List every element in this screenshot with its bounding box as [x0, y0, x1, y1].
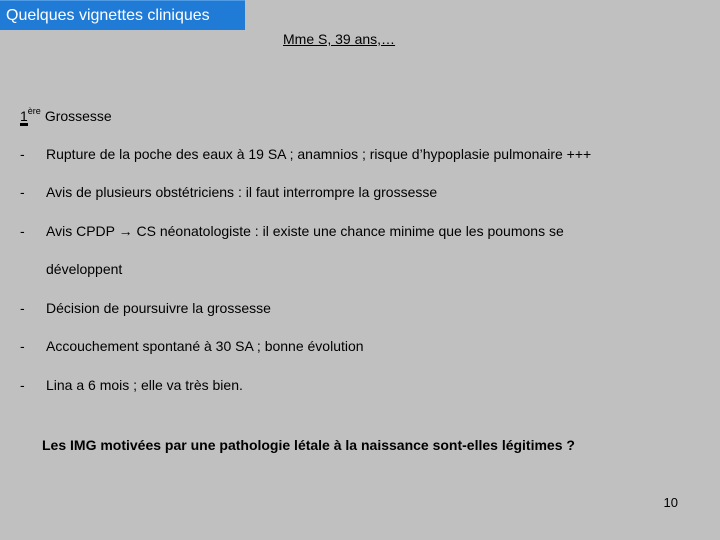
page-number: 10 — [663, 495, 678, 510]
patient-label: Mme S, 39 ans,… — [283, 31, 396, 47]
bullet-item: Avis CPDP → CS néonatologiste : il existe une chance minime que les poumons se — [46, 223, 564, 239]
bullet-marker: - — [20, 146, 25, 162]
section-superscript: ère — [27, 106, 41, 116]
section-heading — [20, 106, 112, 126]
bullet-marker: - — [20, 300, 25, 316]
bullet-marker: - — [20, 184, 25, 200]
slide-title-bar — [0, 0, 245, 30]
section-label: Grossesse — [44, 108, 112, 124]
slide-title: Quelques vignettes cliniques — [6, 7, 210, 24]
bullet-continuation: développent — [46, 261, 123, 277]
bullet-item: Rupture de la poche des eaux à 19 SA ; anamnios ; risque d’hypoplasie pulmonaire +++ — [46, 146, 592, 162]
bullet-item: Décision de poursuivre la grossesse — [46, 300, 271, 316]
bullet-item: Accouchement spontané à 30 SA ; bonne évolution — [46, 338, 364, 354]
bullet-marker: - — [20, 338, 25, 354]
bullet-marker: - — [20, 377, 25, 393]
bullet-marker: - — [20, 223, 25, 239]
bullet-item: Lina a 6 mois ; elle va très bien. — [46, 377, 243, 393]
section-number: 1 — [20, 108, 28, 124]
discussion-question: Les IMG motivées par une pathologie létale à la naissance sont-elles légitimes ? — [42, 437, 575, 453]
bullet-item: Avis de plusieurs obstétriciens : il faut interrompre la grossesse — [46, 184, 438, 200]
